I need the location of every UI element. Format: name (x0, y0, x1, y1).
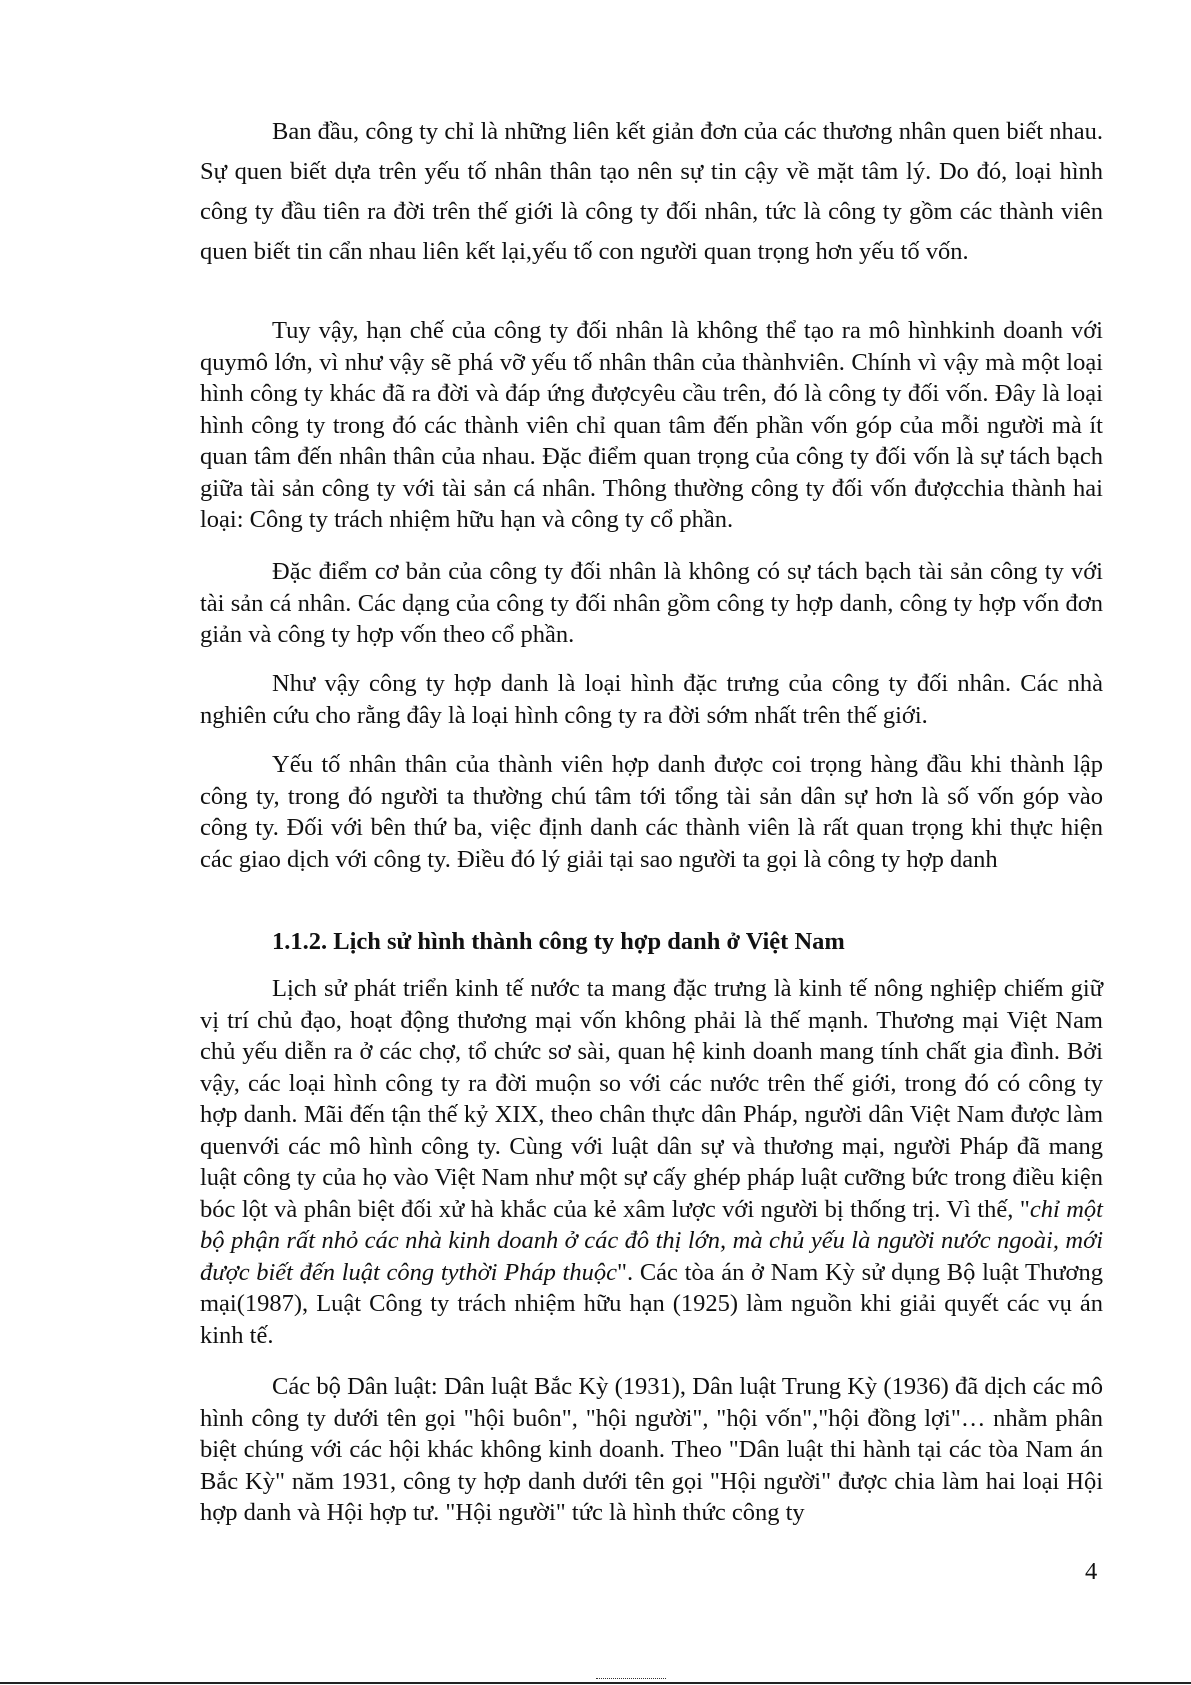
history-text-before-quote: Lịch sử phát triển kinh tế nước ta mang đặc trưng là kinh tế nông nghiệp chiếm giữ vị trí chủ đạo, hoạt động thương mại vốn không phải là thế mạnh. Thương mại Việt Nam chủ yếu diễn ra ở các chợ, tổ chức sơ sài, quan hệ kinh doanh mang tính chất gia đình. Bởi vậy, các loại hình công ty ra đời muộn so với các nước trên thế giới, trong đó có công ty hợp danh. Mãi đến tận thế kỷ XIX, theo chân thực dân Pháp, người dân Việt Nam được làm quenvới các mô hình công ty. Cùng với luật dân sự và thương mại, người Pháp đã mang luật công ty của họ vào Việt Nam như một sự cấy ghép pháp luật cưỡng bức trong điều kiện bóc lột và phân biệt đối xử hà khắc của kẻ xâm lược với người bị thống trị. Vì thế, " (200, 975, 1103, 1223)
paragraph-origin: Ban đầu, công ty chỉ là những liên kết giản đơn của các thương nhân quen biết nhau. Sự quen biết dựa trên yếu tố nhân thân tạo nên sự tin cậy về mặt tâm lý. Do đó, loại hình công ty đầu tiên ra đời trên thế giới là công ty đối nhân, tức là công ty gồm các thành viên quen biết tin cẩn nhau liên kết lại,yếu tố con người quan trọng hơn yếu tố vốn. (200, 118, 1103, 265)
paragraph-limitation: Tuy vậy, hạn chế của công ty đối nhân là không thể tạo ra mô hìnhkinh doanh với quymô lớn, vì như vậy sẽ phá vỡ yếu tố nhân thân của thànhviên. Chính vì vậy mà một loại hình công ty khác đã ra đời và đáp ứng đượcyêu cầu trên, đó là công ty đối vốn. Đây là loại hình công ty trong đó các thành viên chỉ quan tâm đến phần vốn góp của mỗi người mà ít quan tâm đến nhân thân của nhau. Đặc điểm quan trọng của công ty đối vốn là sự tách bạch giữa tài sản công ty với tài sản cá nhân. Thông thường công ty đối vốn đượcchia thành hai loại: Công ty trách nhiệm hữu hạn và công ty cổ phần. (200, 317, 1103, 533)
page-number: 4 (1085, 1558, 1098, 1585)
paragraph-civil-law: Các bộ Dân luật: Dân luật Bắc Kỳ (1931), Dân luật Trung Kỳ (1936) đã dịch các mô hình công ty dưới tên gọi "hội buôn", "hội người", "hội vốn","hội đồng lợi"… nhằm phân biệt chúng với các hội khác không kinh doanh. Theo "Dân luật thi hành tại các tòa Nam án Bắc Kỳ" năm 1931, công ty hợp danh dưới tên gọi "Hội người" được chia làm hai loại Hội hợp danh và Hội hợp tư. "Hội người" tức là hình thức công ty (200, 1373, 1103, 1526)
paragraph-history (200, 973, 1103, 1351)
paragraph-partnership: Như vậy công ty hợp danh là loại hình đặc trưng của công ty đối nhân. Các nhà nghiên cứu cho rằng đây là loại hình công ty ra đời sớm nhất trên thế giới. (200, 670, 1103, 729)
paragraph-characteristics: Đặc điểm cơ bản của công ty đối nhân là không có sự tách bạch tài sản công ty với tài sản cá nhân. Các dạng của công ty đối nhân gồm công ty hợp danh, công ty hợp vốn đơn giản và công ty hợp vốn theo cổ phần. (200, 558, 1103, 648)
history-quote: chỉ một bộ phận rất nhỏ các nhà kinh doanh ở các đô thị lớn, mà chủ yếu là người nước ngoài, mới được biết đến luật công tythời Pháp thuộc (200, 1195, 1103, 1286)
footer-rule-mark (596, 1678, 666, 1683)
paragraph-personal-factor: Yếu tố nhân thân của thành viên hợp danh được coi trọng hàng đầu khi thành lập công ty, trong đó người ta thường chú tâm tới tổng tài sản dân sự hơn là số vốn góp vào công ty. Đối với bên thứ ba, việc định danh các thành viên là rất quan trọng khi thực hiện các giao dịch với công ty. Điều đó lý giải tại sao người ta gọi là công ty hợp danh (200, 751, 1103, 873)
history-text-after-quote: ". Các tòa án ở Nam Kỳ sử dụng Bộ luật Thương mại(1987), Luật Công ty trách nhiệm hữu hạn (1925) làm nguồn khi giải quyết các vụ án kinh tế. (200, 1258, 1103, 1349)
section-heading: 1.1.2. Lịch sử hình thành công ty hợp danh ở Việt Nam (272, 928, 845, 955)
